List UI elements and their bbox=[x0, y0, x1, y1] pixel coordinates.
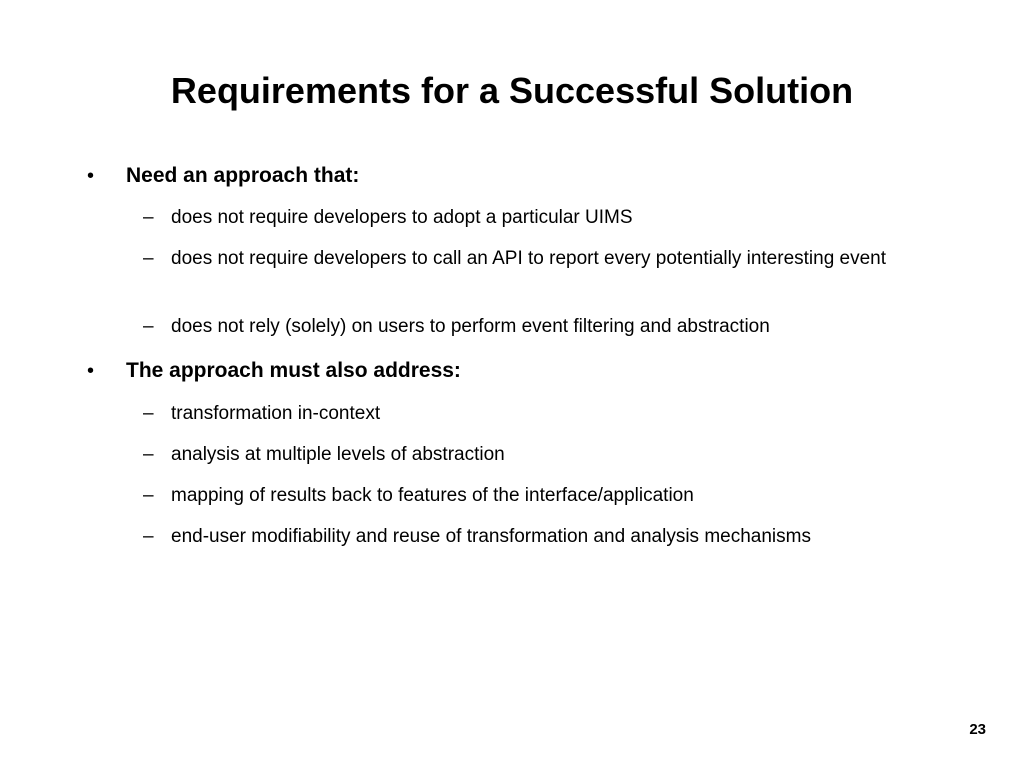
sub-text: analysis at multiple levels of abstraction bbox=[171, 444, 505, 465]
sub-text: does not rely (solely) on users to perform event filtering and abstraction bbox=[171, 316, 770, 337]
sub-text: does not require developers to call an API to report every potentially interesting event bbox=[171, 248, 887, 269]
bullet-marker: • bbox=[87, 165, 95, 187]
bullet-text: The approach must also address: bbox=[126, 359, 461, 382]
sub-marker: – bbox=[143, 316, 154, 337]
sub-text: mapping of results back to features of the interface/application bbox=[171, 485, 694, 506]
slide-title: Requirements for a Successful Solution bbox=[170, 70, 854, 111]
page-number: 23 bbox=[969, 721, 986, 738]
sub-marker: – bbox=[143, 207, 154, 228]
sub-text: transformation in-context bbox=[171, 403, 381, 424]
sub-marker: – bbox=[143, 403, 154, 424]
sub-marker: – bbox=[143, 485, 154, 506]
sub-text: does not require developers to adopt a particular UIMS bbox=[171, 207, 633, 228]
sub-text: end-user modifiability and reuse of transformation and analysis mechanisms bbox=[171, 526, 811, 547]
bullet-text: Need an approach that: bbox=[126, 164, 360, 187]
sub-marker: – bbox=[143, 444, 154, 465]
sub-marker: – bbox=[143, 248, 154, 269]
sub-marker: – bbox=[143, 526, 154, 547]
bullet-marker: • bbox=[87, 360, 95, 382]
